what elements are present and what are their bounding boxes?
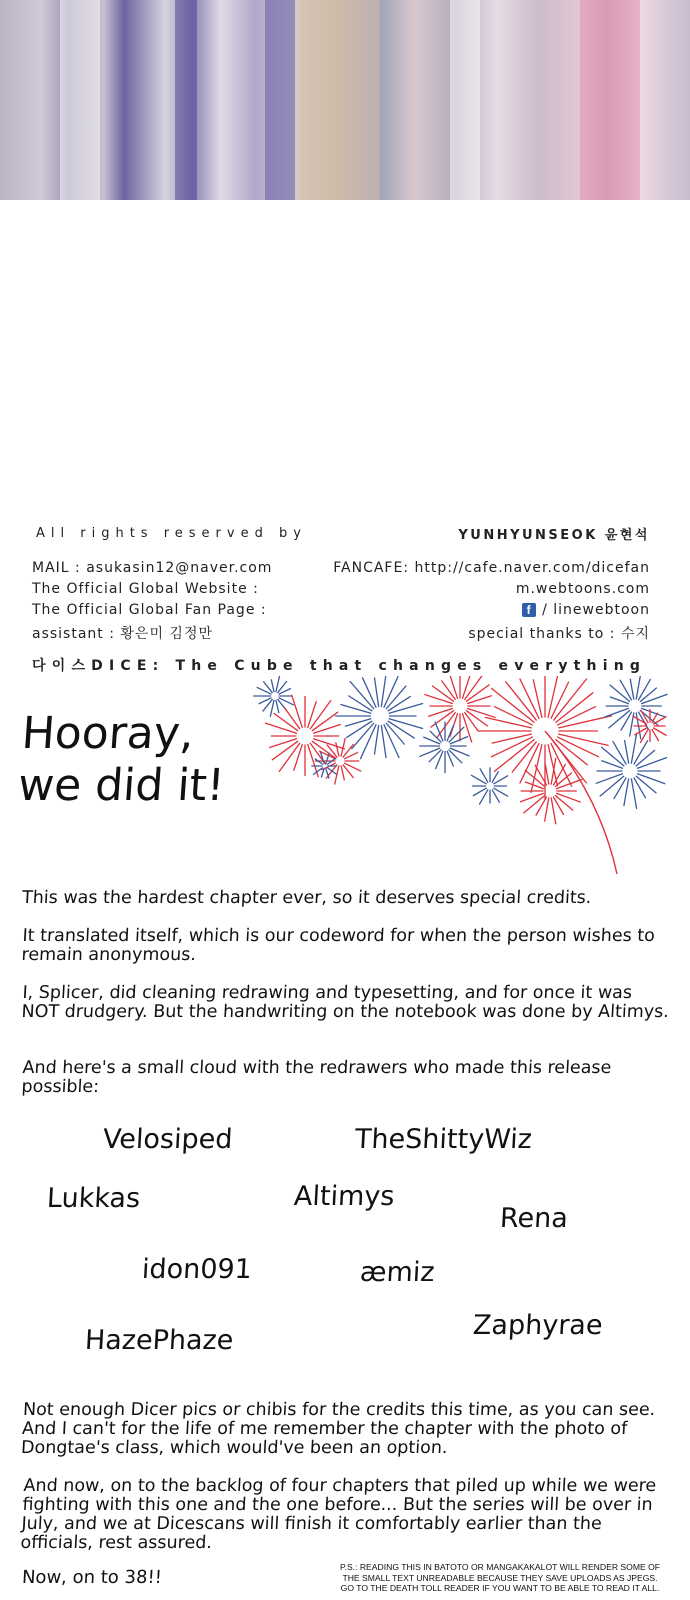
ps-note-line: P.S.: READING THIS IN BATOTO OR MANGAKAKALOT WILL RENDER SOME OF [339,1562,661,1572]
rights-label: All rights reserved by [36,526,307,541]
website-link[interactable]: m.webtoons.com [515,581,650,597]
mail-line: MAIL : asukasin12@naver.com [32,560,273,576]
fanpage-label: The Official Global Fan Page : [32,602,267,618]
paragraph-redrawers: And here's a small cloud with the redrawers who made this release possible: [21,1058,612,1097]
ps-note [314,1562,686,1594]
facebook-icon: f [522,603,536,617]
redrawer-name: Zaphyrae [472,1310,604,1341]
paragraph-dicer-pics: Not enough Dicer pics or chibis for the credits this time, as you can see. And I can't for the life of me remember the chapter with the photo of Dongtae's class, which would've been an option. [20,1400,656,1458]
banner-streak [265,0,295,200]
thanks-line: special thanks to : 수지 [468,626,650,642]
firework-burst [471,768,507,804]
hooray-line-1: Hooray, [20,708,196,759]
firework-burst [420,722,469,773]
firework-burst [336,676,423,759]
firework-burst [633,710,666,743]
assistant-line: assistant : 황은미 김정만 [32,626,213,642]
redrawer-name: TheShittyWiz [354,1124,533,1155]
hooray-heading [16,708,230,812]
author-name: YUNHYUNSEOK 윤현석 [458,528,650,543]
banner-streak [450,0,480,200]
fanpage-link[interactable] [522,602,650,618]
redrawer-name: Velosiped [102,1124,234,1155]
redrawer-name: HazePhaze [84,1325,235,1356]
paragraph-backlog: And now, on to the backlog of four chapters that piled up while we were fighting with this one and the one before... But the series will be over in July, and we at Dicescans will finish it comfortably earlier than the officials, rest assured. [20,1476,657,1553]
firework-burst [254,676,294,716]
paragraph-translation: It translated itself, which is our codeword for when the person wishes to remain anonymous. [21,926,656,965]
redrawer-name: idon091 [141,1254,253,1285]
ps-note-line: GO TO THE DEATH TOLL READER IF YOU WANT TO BE ABLE TO READ IT ALL. [340,1583,660,1593]
paragraph-splicer: I, Splicer, did cleaning redrawing and typesetting, and for once it was NOT drudgery. But the handwriting on the notebook was done by Altimys. [21,983,670,1022]
banner-streak [580,0,640,200]
dice-tagline: 다이스DICE: The Cube that changes everything [32,658,647,674]
banner-streak [175,0,197,200]
banner-streak [60,0,100,200]
hooray-line-2: we did it! [16,760,227,811]
fanpage-handle: / linewebtoon [542,602,650,618]
redrawer-name: æmiz [359,1257,436,1288]
redrawer-name: Rena [499,1203,569,1234]
firework-burst [605,676,667,739]
website-label: The Official Global Website : [32,581,259,597]
ps-note-line: THE SMALL TEXT UNREADABLE BECAUSE THEY SAVE UPLOADS AS JPEGS. [342,1572,658,1583]
fancafe-link[interactable]: FANCAFE: http://cafe.naver.com/dicefan [333,560,650,576]
fireworks-illustration [245,676,675,876]
paragraph-intro: This was the hardest chapter ever, so it deserves special credits. [21,888,592,908]
redrawer-name: Lukkas [46,1183,141,1214]
banner-streak [300,0,380,200]
redrawer-name: Altimys [293,1181,396,1212]
paragraph-next-chapter: Now, on to 38!! [21,1567,163,1588]
top-blurred-image [0,0,690,200]
firework-burst [425,676,495,742]
